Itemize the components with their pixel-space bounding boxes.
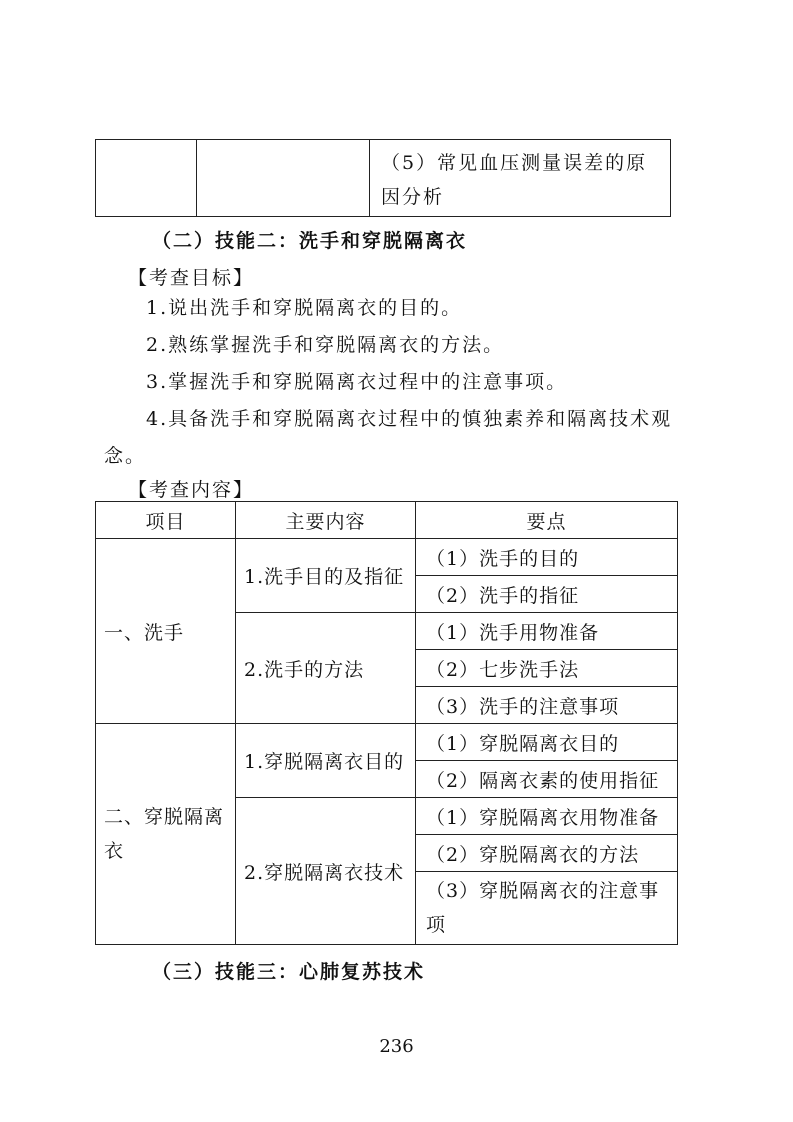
point-cell: （1）洗手的目的 [416, 539, 678, 576]
table-row [96, 724, 678, 761]
objective-item: 4.具备洗手和穿脱隔离衣过程中的慎独素养和隔离技术观念。 [104, 408, 673, 467]
content-cell: 2.穿脱隔离衣技术 [236, 798, 416, 945]
point-cell: （3）洗手的注意事项 [416, 687, 678, 724]
content-table [95, 501, 678, 945]
objective-item: 1.说出洗手和穿脱隔离衣的目的。 [146, 297, 463, 319]
point-cell: （3）穿脱隔离衣的注意事项 [416, 872, 678, 945]
page-number: 236 [379, 1036, 414, 1057]
point-cell: （1）穿脱隔离衣目的 [416, 724, 678, 761]
content-label: 【考查内容】 [128, 479, 255, 501]
section-heading-skill3: （三）技能三：心肺复苏技术 [152, 961, 426, 983]
point-cell: （2）洗手的指征 [416, 576, 678, 613]
point-cell: （2）七步洗手法 [416, 650, 678, 687]
column-header: 主要内容 [236, 502, 416, 539]
point-cell: （2）隔离衣素的使用指征 [416, 761, 678, 798]
content-cell: 2.洗手的方法 [236, 613, 416, 724]
column-header: 项目 [96, 502, 236, 539]
column-header: 要点 [416, 502, 678, 539]
item-cell: 二、穿脱隔离衣 [96, 724, 236, 945]
objective-item: 3.掌握洗手和穿脱隔离衣过程中的注意事项。 [146, 371, 568, 393]
item-cell: 一、洗手 [96, 539, 236, 724]
point-cell: （2）穿脱隔离衣的方法 [416, 835, 678, 872]
empty-cell [96, 140, 197, 217]
table-row [96, 539, 678, 576]
objectives-label: 【考查目标】 [128, 267, 255, 289]
empty-cell [197, 140, 370, 217]
point-cell: （5）常见血压测量误差的原因分析 [370, 140, 671, 217]
section-heading-skill2: （二）技能二：洗手和穿脱隔离衣 [152, 230, 468, 252]
point-cell: （1）洗手用物准备 [416, 613, 678, 650]
content-cell: 1.穿脱隔离衣目的 [236, 724, 416, 798]
point-cell: （1）穿脱隔离衣用物准备 [416, 798, 678, 835]
content-cell: 1.洗手目的及指征 [236, 539, 416, 613]
continuation-table [95, 139, 671, 217]
objective-item: 2.熟练掌握洗手和穿脱隔离衣的方法。 [146, 334, 505, 356]
